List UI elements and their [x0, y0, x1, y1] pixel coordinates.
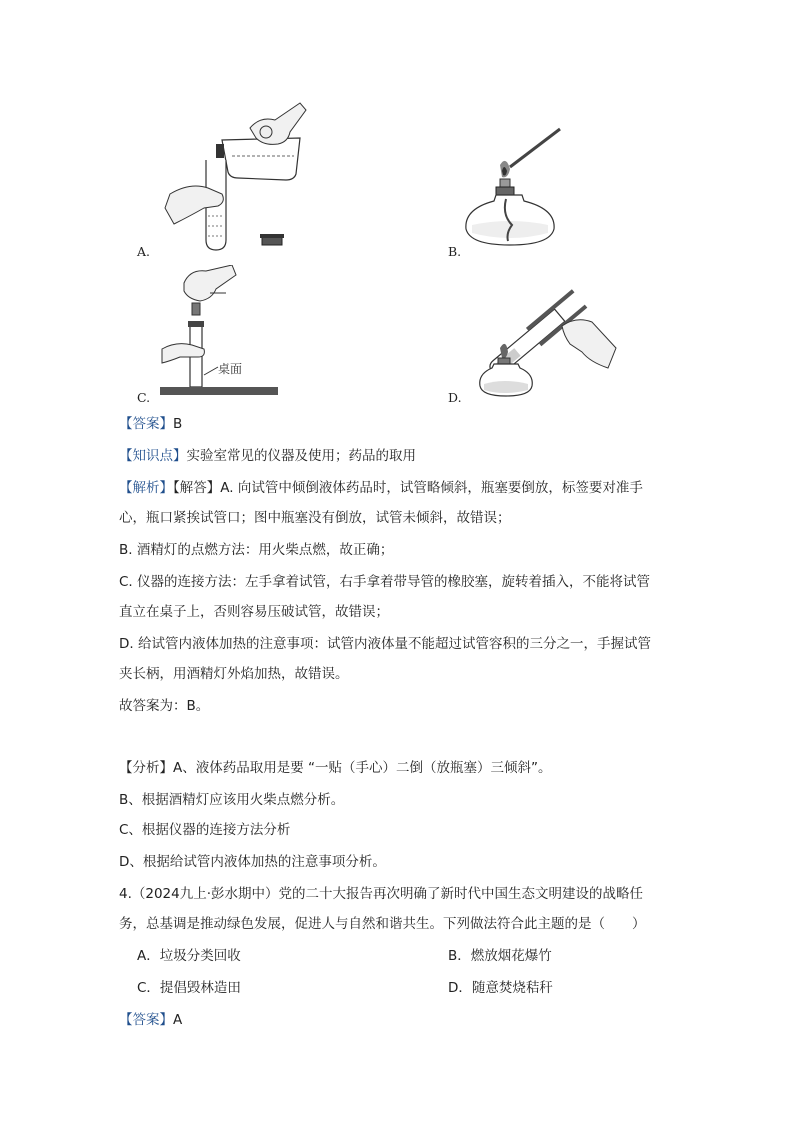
q4-stem-line2: 务，总基调是推动绿色发展，促进人与自然和谐共生。下列做法符合此主题的是（ ）	[119, 916, 646, 932]
q4-option-c: C．提倡毁林造田	[137, 980, 241, 996]
q3-answer	[119, 414, 182, 434]
figure-c-inserting-stopper	[160, 265, 280, 400]
figure-b-lighting-lamp	[462, 125, 572, 255]
figure-a-label: A.	[137, 244, 151, 259]
q4-answer-value: A	[173, 1012, 183, 1028]
q4-option-b: B．燃放烟花爆竹	[448, 948, 552, 964]
q3-analysis-line7: 夹长柄，用酒精灯外焰加热，故错误。	[119, 666, 349, 682]
figure-d-label: D.	[448, 390, 462, 405]
q3-analysis-line6: D. 给试管内液体加热的注意事项：试管内液体量不能超过试管容积的三分之一，手握试管	[119, 636, 651, 652]
analysis-tag: 【解析】	[119, 480, 173, 496]
q4-answer-tag: 【答案】	[119, 1012, 173, 1028]
figure-d-heating-liquid	[478, 286, 618, 398]
q4-answer	[119, 1010, 182, 1030]
q3-fenxi-line2: B、根据酒精灯应该用火柴点燃分析。	[119, 792, 345, 808]
knowledge-text: 实验室常见的仪器及使用；药品的取用	[186, 448, 416, 464]
q3-analysis-line3: B. 酒精灯的点燃方法：用火柴点燃，故正确；	[119, 542, 394, 558]
q3-fenxi-line4: D、根据给试管内液体加热的注意事项分析。	[119, 854, 386, 870]
answer-value: B	[173, 416, 183, 432]
q3-analysis-line4: C. 仪器的连接方法：左手拿着试管，右手拿着带导管的橡胶塞，旋转着插入，不能将试管	[119, 574, 651, 590]
q3-analysis-line1	[119, 478, 643, 498]
q4-stem-line1: 4.（2024九上·彭水期中）党的二十大报告再次明确了新时代中国生态文明建设的战略任	[119, 886, 644, 902]
q3-conclusion: 故答案为：B。	[119, 698, 210, 714]
q3-analysis-line2: 心，瓶口紧挨试管口；图中瓶塞没有倒放，试管未倾斜，故错误；	[119, 510, 511, 526]
knowledge-tag: 【知识点】	[119, 448, 187, 464]
desk-label: 桌面	[218, 362, 243, 376]
q3-fenxi-line3: C、根据仪器的连接方法分析	[119, 822, 291, 838]
q3-analysis-line5: 直立在桌子上，否则容易压破试管，故错误；	[119, 604, 389, 620]
analysis-intro: 【解答】A. 向试管中倾倒液体药品时，试管略倾斜，瓶塞要倒放，标签要对准手	[173, 480, 643, 496]
q3-fenxi-line1: 【分析】A、液体药品取用是要 “一贴（手心）二倒（放瓶塞）三倾斜”。	[119, 760, 552, 776]
figure-a-pouring-liquid	[160, 98, 310, 258]
figure-c-label: C.	[137, 390, 151, 405]
answer-tag: 【答案】	[119, 416, 173, 432]
q4-option-a: A．垃圾分类回收	[137, 948, 241, 964]
q4-option-d: D．随意焚烧秸秆	[448, 980, 553, 996]
q3-knowledge	[119, 446, 416, 466]
figure-b-label: B.	[448, 244, 462, 259]
